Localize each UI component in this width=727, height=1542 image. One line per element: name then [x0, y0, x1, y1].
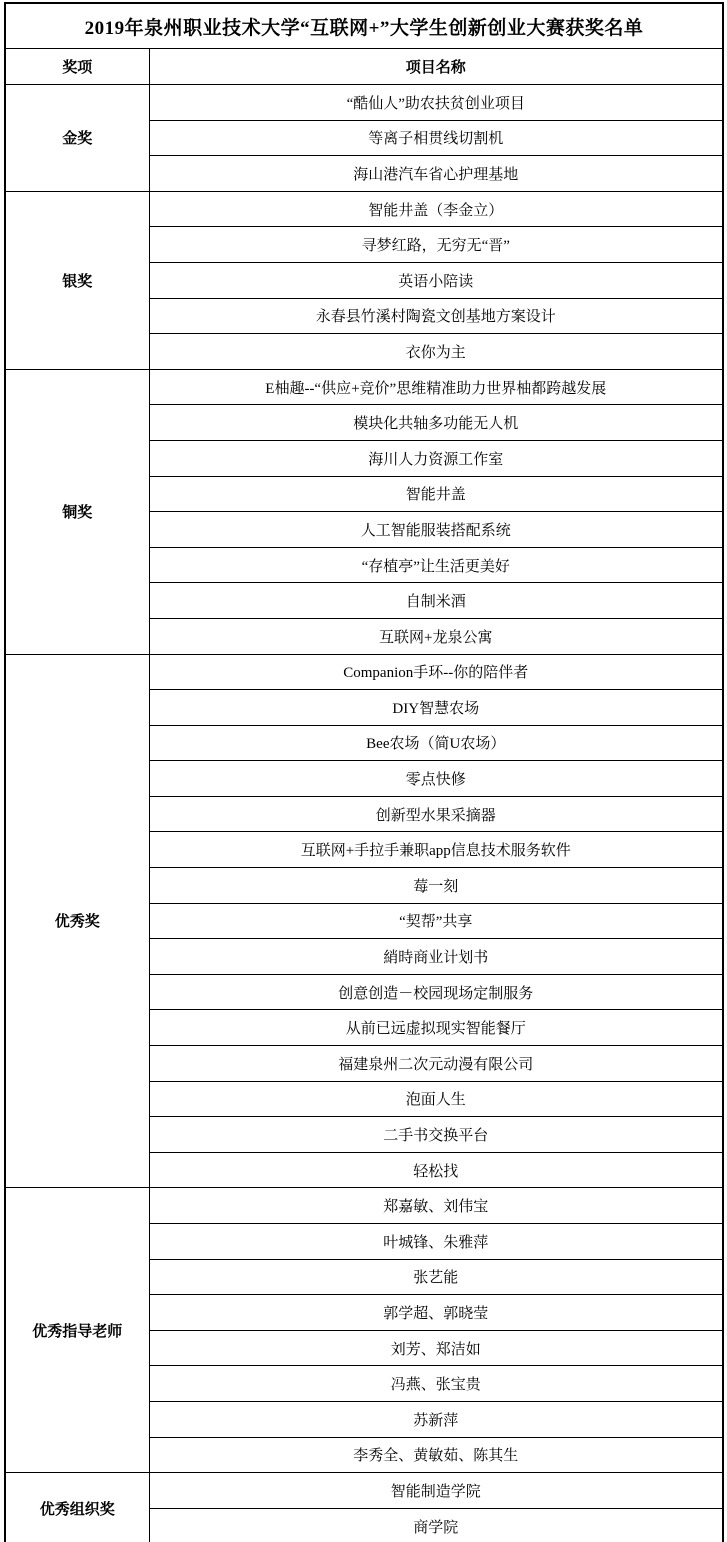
project-cell: 叶城锋、朱雅萍 [149, 1224, 723, 1260]
table-row [5, 654, 723, 690]
project-cell: 商学院 [149, 1508, 723, 1542]
title-row [5, 3, 723, 49]
project-cell: DIY智慧农场 [149, 690, 723, 726]
project-cell: “存植亭”让生活更美好 [149, 547, 723, 583]
project-cell: 泡面人生 [149, 1081, 723, 1117]
project-cell: 零点快修 [149, 761, 723, 797]
project-cell: 郑嘉敏、刘伟宝 [149, 1188, 723, 1224]
column-header-award: 奖项 [5, 49, 149, 85]
project-cell: 创意创造－校园现场定制服务 [149, 974, 723, 1010]
project-cell: 苏新萍 [149, 1401, 723, 1437]
table-row [5, 369, 723, 405]
project-cell: 模块化共轴多功能无人机 [149, 405, 723, 441]
project-cell: “契帮”共享 [149, 903, 723, 939]
project-cell: 智能井盖（李金立） [149, 191, 723, 227]
award-cell: 铜奖 [5, 369, 149, 654]
project-cell: 莓一刻 [149, 868, 723, 904]
awards-table-body [5, 3, 723, 1542]
project-cell: 海川人力资源工作室 [149, 440, 723, 476]
project-cell: Companion手环--你的陪伴者 [149, 654, 723, 690]
project-cell: 李秀全、黄敏茹、陈其生 [149, 1437, 723, 1473]
award-cell: 银奖 [5, 191, 149, 369]
project-cell: 永春县竹溪村陶瓷文创基地方案设计 [149, 298, 723, 334]
table-row [5, 1473, 723, 1509]
project-cell: 英语小陪读 [149, 262, 723, 298]
project-cell: 人工智能服装搭配系统 [149, 512, 723, 548]
award-cell: 优秀奖 [5, 654, 149, 1188]
project-cell: 二手书交换平台 [149, 1117, 723, 1153]
project-cell: 寻梦红路，无穷无“晋” [149, 227, 723, 263]
project-cell: 互联网+手拉手兼职app信息技术服务软件 [149, 832, 723, 868]
project-cell: 自制米酒 [149, 583, 723, 619]
project-cell: 等离子相贯线切割机 [149, 120, 723, 156]
project-cell: 福建泉州二次元动漫有限公司 [149, 1046, 723, 1082]
project-cell: 冯燕、张宝贵 [149, 1366, 723, 1402]
project-cell: Bee农场（简U农场） [149, 725, 723, 761]
award-cell: 优秀指导老师 [5, 1188, 149, 1473]
project-cell: 刘芳、郑洁如 [149, 1330, 723, 1366]
award-cell: 优秀组织奖 [5, 1473, 149, 1542]
project-cell: 互联网+龙泉公寓 [149, 618, 723, 654]
column-header-project: 项目名称 [149, 49, 723, 85]
project-cell: 轻松找 [149, 1152, 723, 1188]
project-cell: 綃時商业计划书 [149, 939, 723, 975]
project-cell: 海山港汽车省心护理基地 [149, 156, 723, 192]
table-row [5, 1188, 723, 1224]
project-cell: 创新型水果采摘器 [149, 796, 723, 832]
project-cell: 张艺能 [149, 1259, 723, 1295]
project-cell: 衣你为主 [149, 334, 723, 370]
header-row [5, 49, 723, 85]
project-cell: 智能井盖 [149, 476, 723, 512]
table-row [5, 191, 723, 227]
award-cell: 金奖 [5, 85, 149, 192]
project-cell: 郭学超、郭晓莹 [149, 1295, 723, 1331]
project-cell: “酷仙人”助农扶贫创业项目 [149, 85, 723, 121]
project-cell: 从前已远虚拟现实智能餐厅 [149, 1010, 723, 1046]
table-row [5, 85, 723, 121]
awards-table [4, 2, 724, 1542]
project-cell: E柚趣--“供应+竞价”思维精准助力世界柚都跨越发展 [149, 369, 723, 405]
page-title: 2019年泉州职业技术大学“互联网+”大学生创新创业大赛获奖名单 [5, 3, 723, 49]
project-cell: 智能制造学院 [149, 1473, 723, 1509]
